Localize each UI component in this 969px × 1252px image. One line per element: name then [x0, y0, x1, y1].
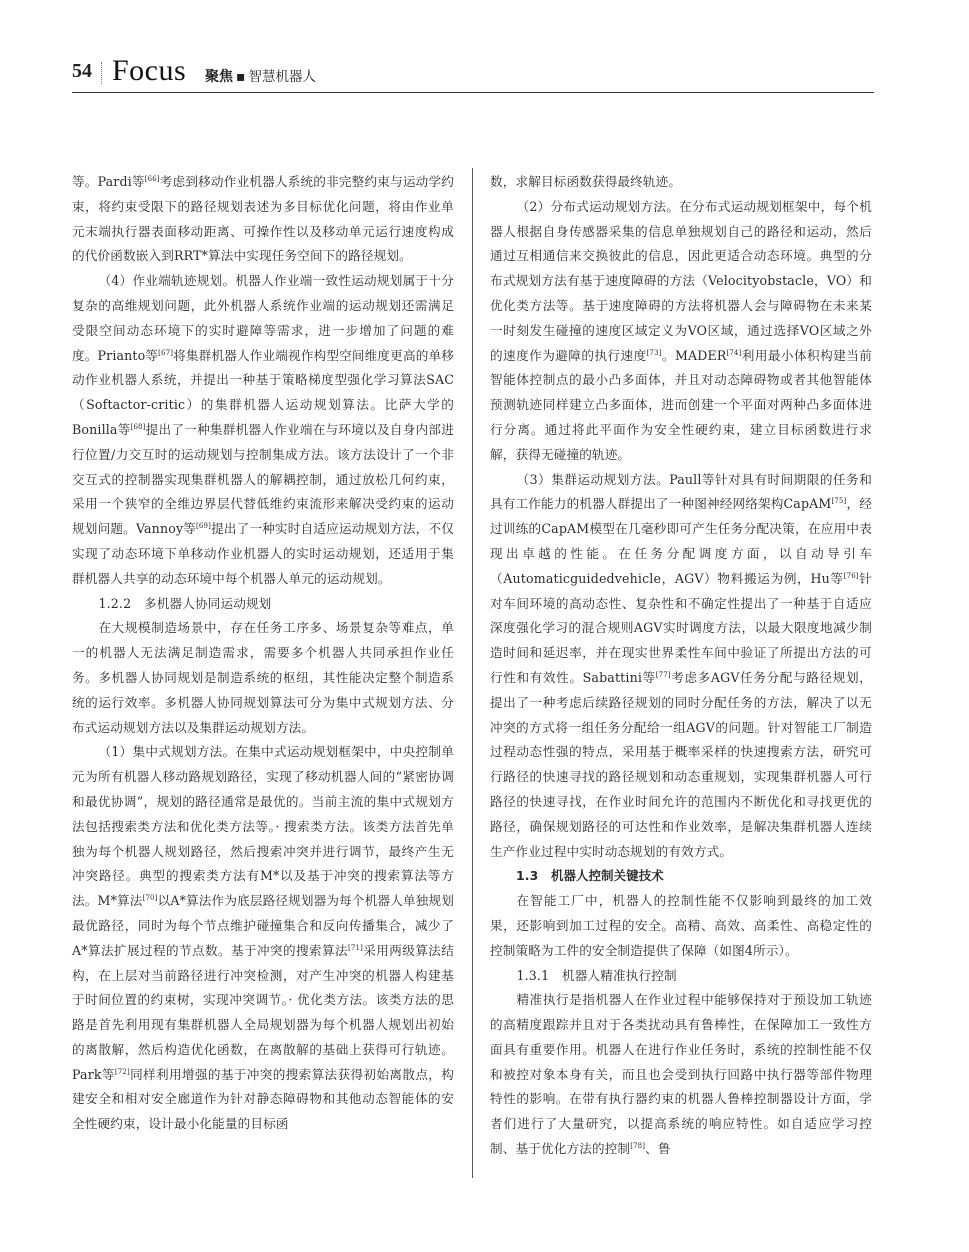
paragraph: [72, 740, 454, 1137]
paragraph: [490, 170, 872, 195]
page-header: [72, 56, 874, 92]
citation-ref: [78]: [630, 1142, 646, 1151]
text-run: 、鲁: [645, 1141, 671, 1157]
subsection-heading: [72, 592, 454, 617]
section-heading: [490, 864, 872, 889]
text-run: 1.3 机器人控制关键技术: [516, 868, 664, 884]
text-run: ，经过训练的CapAM模型在几毫秒即可产生任务分配决策，在应用中表现出卓越的性能。在任务分配调度方面，以自动导引车（Automaticguidedvehicle，AGV）物料搬运为例，Hu等: [490, 496, 872, 586]
citation-ref: [77]: [655, 670, 671, 679]
citation-ref: [73]: [646, 348, 662, 357]
citation-ref: [72]: [114, 1067, 130, 1076]
text-run: 以A*算法作为底层路径规划器为每个机器人单独规划最优路径，同时为每个节点维护碰撞集合和反向传播集合，减少了A*算法扩展过程的节点数。基于冲突的搜索算法: [72, 893, 454, 958]
text-run: 精准执行是指机器人在作业过程中能够保持对于预设加工轨迹的高精度跟踪并且对于各类扰动具有鲁棒性，在保障加工一致性方面具有重要作用。机器人在进行作业任务时，系统的控制性能不仅和被控对象本身有关，而且也会受到执行回路中执行器等部件物理特性的影响。在带有执行器约束的机器人鲁棒控制器设计方面，学者们进行了大量研究，以提高系统的响应特性。如自适应学习控制、基于优化方法的控制: [490, 992, 872, 1157]
paragraph: [490, 468, 872, 865]
citation-ref: [67]: [158, 348, 174, 357]
text-run: 等。Pardi等: [72, 174, 145, 189]
section-separator: ▪: [236, 69, 246, 85]
text-run: （1）集中式规划方法。在集中式运动规划框架中，中央控制单元为所有机器人移动路规划路径，实现了移动机器人间的“紧密协调和最优协调”，规划的路径通常是最优的。当前主流的集中式规划方法包括搜索类方法和优化类方法等。· 搜索类方法。该类方法首先单独为每个机器人规划路径，然后搜索冲突并进行调节，最终产生无冲突路径。典型的搜索类方法有M*以及基于冲突的搜索算法等方法。M*算法: [72, 744, 454, 909]
citation-ref: [70]: [142, 894, 158, 903]
header-separator: [101, 62, 102, 84]
text-run: 提出了一种实时自适应运动规划方法，不仅实现了动态环境下单移动作业机器人的实时运动规划，还适用于集群机器人共享的动态环境中每个机器人单元的运动规划。: [72, 521, 454, 586]
citation-ref: [69]: [196, 522, 212, 531]
text-run: 。MADER: [661, 347, 727, 363]
left-column: [72, 170, 454, 1137]
text-run: 在大规模制造场景中，存在任务工序多、场景复杂等难点，单一的机器人无法满足制造需求，需要多个机器人共同承担作业任务。多机器人协同规划是制造系统的枢纽，其性能决定整个制造系统的运行效率。多机器人协同规划算法可分为集中式规划方法、分布式运动规划方法以及集群运动规划方法。: [72, 620, 454, 735]
text-run: 1.3.1 机器人精准执行控制: [516, 967, 677, 983]
paragraph: [490, 195, 872, 468]
text-run: 考虑多AGV任务分配与路径规划，提出了一种考虑后续路径规划的同时分配任务的方法，解决了以无冲突的方式将一组任务分配给一组AGV的问题。针对智能工厂制造过程动态性强的特点，采用基于概率采样的快速搜索方法，研究可行路径的快速寻找的路径规划和动态重规划，实现集群机器人可行路径的快速寻找，在作业时间允许的范围内不断优化和寻找更优的路径，确保规划路径的可达性和作业效率，是解决集群机器人连续生产作业过程中实时动态规划的有效方式。: [490, 669, 872, 859]
citation-ref: [71]: [347, 943, 363, 952]
citation-ref: [66]: [144, 175, 160, 183]
text-run: 在智能工厂中，机器人的控制性能不仅影响到最终的加工效果，还影响到加工过程的安全。高精、高效、高柔性、高稳定性的控制策略为工件的安全制造提供了保障（如图4所示）。: [490, 893, 872, 958]
text-run: 将集群机器人作业端视作构型空间维度更高的单移动作业机器人系统，并提出一种基于策略梯度型强化学习算法SAC（Softactor-critic）的集群机器人运动规划算法。比萨大学的Bonilla等: [72, 347, 454, 437]
subsection-heading: [490, 964, 872, 989]
section-title: [205, 65, 316, 86]
citation-ref: [68]: [130, 422, 146, 431]
paragraph: [490, 988, 872, 1162]
text-run: 利用最小体积构建当前智能体控制点的最小凸多面体，并且对动态障碍物或者其他智能体预测轨迹同样建立凸多面体，进而创建一个平面对两种凸多面体进行分离。通过将此平面作为安全性硬约束，建立目标函数进行求解，获得无碰撞的轨迹。: [490, 347, 872, 462]
text-run: （3）集群运动规划方法。Paull等针对具有时间期限的任务和具有工作能力的机器人群提出了一种图神经网络架构CapAM: [490, 471, 872, 512]
header-rule: [72, 92, 874, 93]
page-number: 54: [72, 60, 92, 82]
citation-ref: [76]: [843, 571, 859, 580]
section-name: 聚焦: [205, 69, 233, 85]
text-run: 采用两级算法结构，在上层对当前路径进行冲突检测，对产生冲突的机器人构建基于时间位置的约束树，实现冲突调节。· 优化类方法。该类方法的思路是首先利用现有集群机器人全局规划器为每个机器人规划出初始的离散解，然后构造优化函数，在离散解的基础上获得可行轨迹。Park等: [72, 942, 454, 1082]
paragraph: [72, 616, 454, 740]
text-run: （2）分布式运动规划方法。在分布式运动规划框架中，每个机器人根据自身传感器采集的信息单独规划自己的路径和运动，然后通过互相通信来交换彼此的信息，因此更适合动态环境。典型的分布式规划方法有基于速度障碍的方法（Velocityobstacle，VO）和优化类方法等。基于速度障碍的方法将机器人会与障碍物在未来某一时刻发生碰撞的速度区域定义为VO区域，通过选择VO区域之外的速度作为避障的执行速度: [490, 198, 872, 363]
text-run: 数，求解目标函数获得最终轨迹。: [490, 174, 682, 189]
paragraph: [72, 170, 454, 269]
citation-ref: [74]: [726, 348, 742, 357]
text-run: （4）作业端轨迹规划。机器人作业端一致性运动规划属于十分复杂的高维规划问题，此外机器人系统作业端的运动规划还需满足受限空间动态环境下的实时避障等需求，进一步增加了问题的难度。Prianto等: [72, 273, 454, 363]
text-run: 同样利用增强的基于冲突的搜索算法获得初始离散点，构建安全和相对安全廊道作为针对静态障碍物和其他动态智能体的安全性硬约束，设计最小化能量的目标函: [72, 1066, 454, 1132]
text-run: 提出了一种集群机器人作业端在与环境以及自身内部进行位置/力交互时的运动规划与控制集成方法。该方法设计了一个非交互式的控制器实现集群机器人的解耦控制，通过放松几何约束，采用一个狭窄的全维边界层代替低维约束流形来解决受约束的运动规划问题。Vannoy等: [72, 421, 454, 537]
text-run: 针对车间环境的高动态性、复杂性和不确定性提出了一种基于自适应深度强化学习的混合规则AGV实时调度方法，以最大限度地减少制造时间和延迟率，并在现实世界柔性车间中验证了所提出方法的可行性和有效性。Sabattini等: [490, 570, 872, 685]
text-run: 1.2.2 多机器人协同运动规划: [98, 595, 272, 611]
right-column: [490, 170, 872, 1162]
paragraph: [490, 889, 872, 963]
subsection-name: 智慧机器人: [248, 69, 316, 85]
citation-ref: [75]: [831, 497, 847, 506]
paragraph: [72, 269, 454, 591]
magazine-brand: Focus: [112, 54, 187, 87]
text-run: 考虑到移动作业机器人系统的非完整约束与运动学约束，将约束受限下的路径规划表述为多目标优化问题，将由作业单元末端执行器表面移动距离、可操作性以及移动单元运行速度构成的代价函数嵌入到RRT*算法中实现任务空间下的路径规划。: [72, 174, 454, 264]
column-divider: [472, 168, 473, 1178]
